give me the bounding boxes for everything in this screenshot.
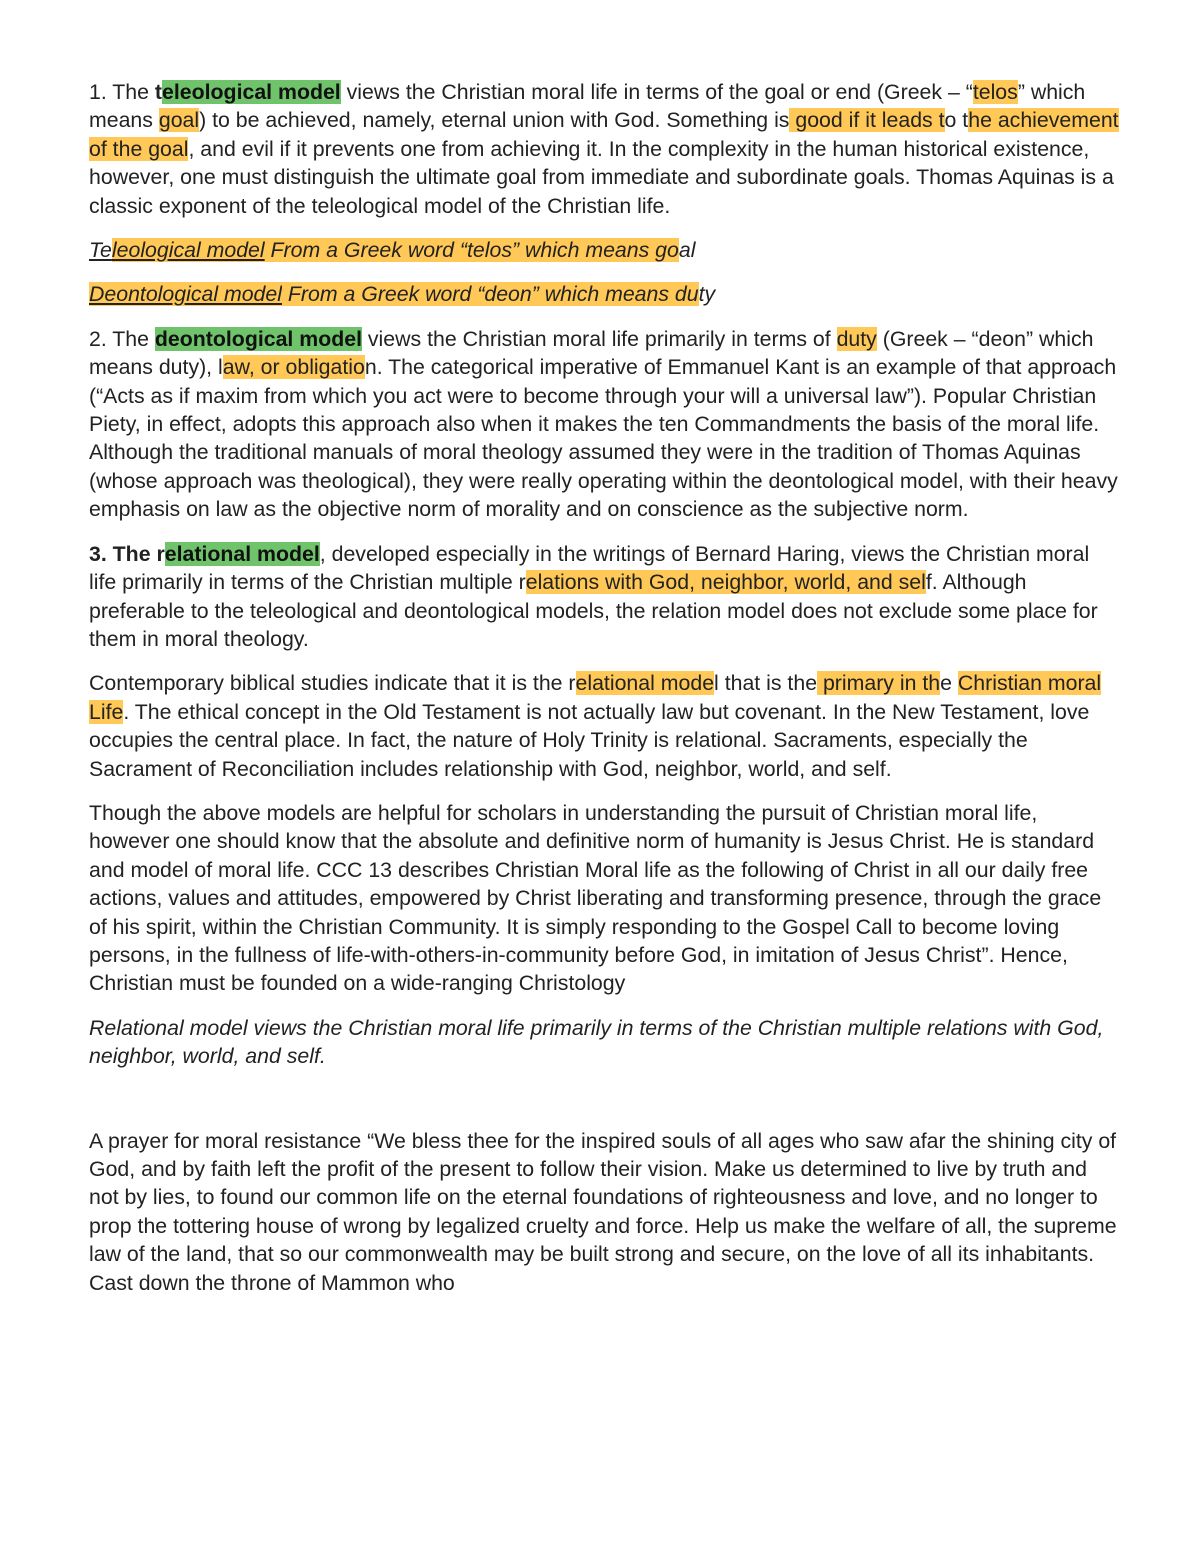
highlight-duty: duty (836, 326, 877, 351)
paragraph-teleological: 1. The teleological model views the Christian moral life in terms of the goal or end (Greek – “telos” which means goal) to be achieved, namely, eternal union with God. Something is good if it leads to the achievement of the goal, and evil if it prevents one from achieving it. In the complexity in the human historical existence, however, one must distinguish the ultimate goal from immediate and subordinate goals. Thomas Aquinas is a classic exponent of the teleological model of the Christian life. (89, 80, 1119, 218)
document-body (89, 78, 1119, 1313)
definition-teleological: Teleological model From a Greek word “telos” which means goal (89, 238, 696, 263)
term-deontological-model: deontological model (154, 326, 362, 351)
summary-relational: Relational model views the Christian moral life primarily in terms of the Christian multiple relations with God, neighbor, world, and self. (89, 1015, 1104, 1069)
highlight-goal: goal (158, 108, 200, 133)
term-teleological-model: eleological model (162, 80, 341, 104)
paragraph-christ-norm: Though the above models are helpful for scholars in understanding the pursuit of Christian moral life, however one should know that the absolute and definitive norm of humanity is Jesus Christ. He is standard and model of moral life. CCC 13 describes Christian Moral life as the following of Christ in all our daily free actions, values and attitudes, empowered by Christ liberating and transforming presence, through the grace of his spirit, within the Christian Community. It is simply responding to the Gospel Call to become loving persons, in the fullness of life-with-others-in-community before God, in imitation of Jesus Christ”. Hence, Christian must be founded on a wide-ranging Christology (89, 800, 1102, 996)
highlight-telos: telos (972, 80, 1018, 104)
highlight-relational-model: elational mode (575, 671, 715, 696)
highlight-primary: primary in th (817, 671, 941, 696)
paragraph-relational: 3. The relational model, developed especially in the writings of Bernard Haring, views the Christian moral life primarily in terms of the Christian multiple relations with God, neighbor, world, and self. Although preferable to the teleological and deontological models, the relation model does not exclude some place for them in moral theology. (89, 541, 1098, 651)
highlight-relations: elations with God, neighbor, world, and sel (525, 570, 926, 595)
term-relational-model: elational model (164, 541, 320, 566)
definition-deontological: Deontological model From a Greek word “deon” which means duty (89, 282, 716, 307)
highlight-achievement-of-goal: he achievement of the goal (89, 108, 1119, 161)
paragraph-deontological: 2. The deontological model views the Christian moral life primarily in terms of duty (Greek – “deon” which means duty), law, or obligation. The categorical imperative of Emmanuel Kant is an example of that approach (“Acts as if maxim from which you act were to become through your will a universal law”). Popular Christian Piety, in effect, adopts this approach also when it makes the ten Commandments the basis of the moral life. Although the traditional manuals of moral theology assumed they were in the tradition of Thomas Aquinas (whose approach was theological), they were really operating within the deontological model, with their heavy emphasis on law as the objective norm of morality and on conscience as the subjective norm. (89, 326, 1118, 522)
highlight-christian-moral-life: Christian moral Life (89, 671, 1102, 724)
highlight-law-obligation: aw, or obligatio (222, 355, 365, 380)
paragraph-prayer: A prayer for moral resistance “We bless thee for the inspired souls of all ages who saw afar the shining city of God, and by faith left the profit of the present to follow their vision. Make us determined to live by truth and not by lies, to found our common life on the eternal foundations of righteousness and love, and no longer to prop the tottering house of wrong by legalized cruelty and force. Help us make the welfare of all, the supreme law of the land, that so our commonwealth may be built strong and secure, on the love of all its inhabitants. Cast down the throne of Mammon who (89, 1128, 1117, 1295)
paragraph-contemporary: Contemporary biblical studies indicate that it is the relational model that is the primary in the Christian moral Life. The ethical concept in the Old Testament is not actually law but covenant. In the New Testament, love occupies the central place. In fact, the nature of Holy Trinity is relational. Sacraments, especially the Sacrament of Reconciliation includes relationship with God, neighbor, world, and self. (89, 671, 1102, 781)
highlight-good-if-it-leads: good if it leads t (789, 108, 945, 133)
